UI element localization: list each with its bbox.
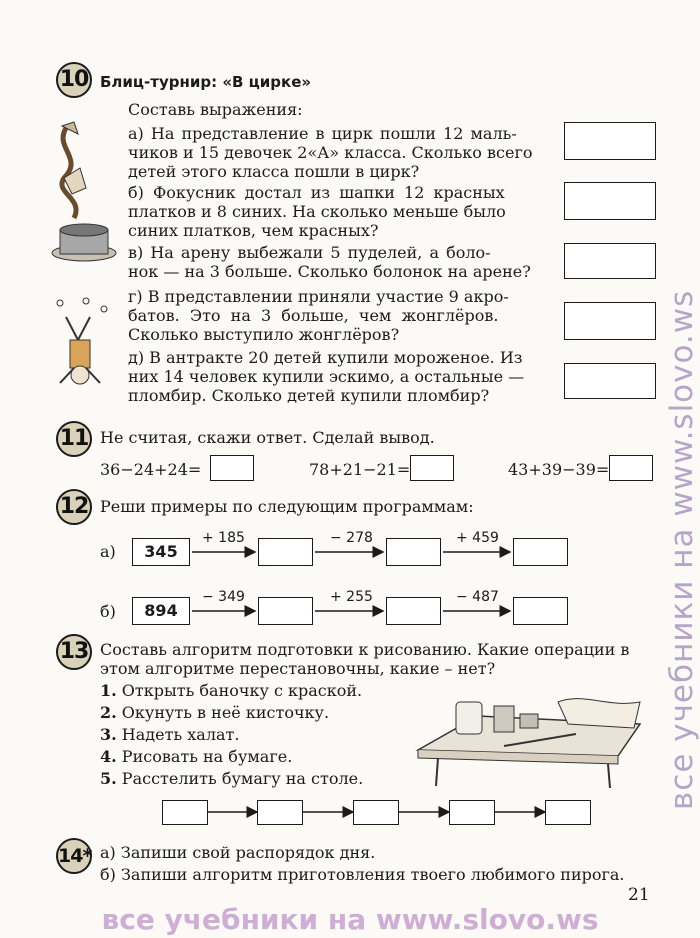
task10-item-v-line2: нок — на 3 больше. Сколько болонок на арене? [128, 262, 531, 281]
task10-title: Блиц-турнир: «В цирке» [100, 73, 312, 91]
task-number-badge: 11 [56, 421, 92, 457]
task14-b: б) Запиши алгоритм приготовления твоего любимого пирога. [100, 865, 625, 884]
task10-item-b-line1: б) Фокусник достал из шапки 12 красных [128, 183, 505, 202]
task14-a: а) Запиши свой распорядок дня. [100, 843, 376, 862]
task-number-badge: 14* [56, 838, 92, 874]
task12-row-a-op: + 459 [456, 530, 499, 546]
task12-row-b-op: − 349 [202, 589, 245, 605]
task12-row-b-start: 894 [132, 597, 190, 625]
painting-table-illustration [408, 688, 650, 788]
task12-row-a-op: − 278 [330, 530, 373, 546]
task11-expression: 78+21−21= [309, 460, 411, 479]
task12-row-a-start: 345 [132, 538, 190, 566]
task13-chain-box[interactable] [545, 800, 591, 825]
task13-line1: Составь алгоритм подготовки к рисованию. Какие операции в [100, 640, 630, 659]
task10-item-g-line3: Сколько выступило жонглёров? [128, 325, 400, 344]
task11-expression: 36−24+24= [100, 460, 202, 479]
task10-item-d-line2: них 14 человек купили эскимо, а остальные — [128, 367, 525, 386]
watermark-bottom: все учебники на www.slovo.ws [101, 903, 599, 936]
task-number-badge: 13 [56, 634, 92, 670]
task12-row-b-op: + 255 [330, 589, 373, 605]
task10-item-a-line2: чиков и 15 девочек 2«А» класса. Сколько всего [128, 143, 533, 162]
task-number-badge: 12 [56, 489, 92, 525]
page-number: 21 [628, 885, 650, 905]
task12-text: Реши примеры по следующим программам: [100, 497, 474, 516]
task13-step: 5. Расстелить бумагу на столе. [100, 769, 364, 788]
task-number-badge: 10 [56, 62, 92, 98]
task13-step: 2. Окунуть в неё кисточку. [100, 703, 330, 722]
task10-item-a-line3: детей этого класса пошли в цирк? [128, 162, 420, 181]
task11-expression: 43+39−39= [508, 460, 610, 479]
task10-item-g-line2: батов. Это на 3 больше, чем жонглёров. [128, 306, 499, 325]
watermark-side: все учебники на www.slovo.ws [664, 289, 700, 810]
task13-line2: этом алгоритме перестановочны, какие – нет? [100, 659, 496, 678]
task13-chain-box[interactable] [162, 800, 208, 825]
task11-text: Не считая, скажи ответ. Сделай вывод. [100, 428, 435, 447]
task12-row-a-op: + 185 [202, 530, 245, 546]
task13-step: 3. Надеть халат. [100, 725, 240, 744]
task13-chain-box[interactable] [353, 800, 399, 825]
task12-row-b-label: б) [100, 602, 116, 621]
task12-row-a-label: а) [100, 542, 116, 561]
task10-item-d-line1: д) В антракте 20 детей купили мороженое. Из [128, 348, 523, 367]
task12-row-b-op: − 487 [456, 589, 499, 605]
task10-item-g-line1: г) В представлении приняли участие 9 акро- [128, 287, 509, 306]
task10-item-a-line1: а) На представление в цирк пошли 12 маль- [128, 124, 517, 143]
task10-item-d-line3: пломбир. Сколько детей купили пломбир? [128, 386, 490, 405]
task13-chain-box[interactable] [449, 800, 495, 825]
task13-step: 1. Открыть баночку с краской. [100, 681, 363, 700]
task10-instruction: Составь выражения: [128, 100, 303, 119]
task13-chain-box[interactable] [257, 800, 303, 825]
task13-step: 4. Рисовать на бумаге. [100, 747, 293, 766]
task10-item-v-line1: в) На арену выбежали 5 пуделей, а боло- [128, 243, 491, 262]
task10-item-b-line3: синих платков, чем красных? [128, 221, 379, 240]
task10-item-b-line2: платков и 8 синих. На сколько меньше было [128, 202, 506, 221]
